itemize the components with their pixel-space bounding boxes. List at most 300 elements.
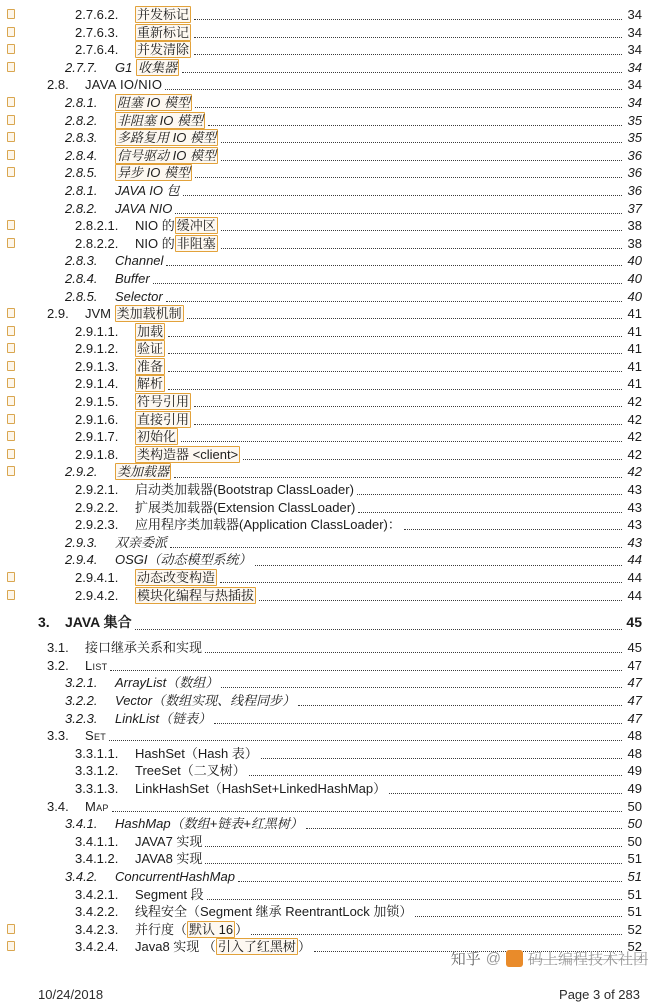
entry-number: 2.8.4. [65,147,98,163]
dot-leader [251,921,622,935]
annotation-marker-icon [7,941,15,951]
highlight-box: 重新标记 [137,24,190,40]
dot-leader [404,516,622,530]
entry-number: 2.8.5. [65,165,98,181]
page-number: 51 [627,904,642,920]
entry-number: 3.3.1.1. [75,745,119,761]
toc-entry[interactable] [38,76,642,94]
entry-number: 2.8. [47,77,69,93]
watermark-avatar-icon [506,950,523,967]
page-number: 50 [627,816,642,832]
highlight-box: 默认 16 [189,921,234,937]
toc-entry[interactable] [38,798,642,816]
entry-text [135,411,191,429]
entry-text [115,815,303,833]
dot-leader [214,710,622,724]
page-number: 48 [627,745,642,761]
entry-text [85,76,162,94]
text-segment: JAVA8 实现 [135,851,203,867]
toc-entry[interactable] [38,112,642,130]
toc-entry[interactable] [38,639,642,657]
text-segment: JAVA IO/NIO [85,77,163,93]
entry-text [115,94,192,112]
entry-number: 2.9.3. [65,534,98,550]
text-segment: ConcurrentHashMap [115,868,235,884]
text-segment: 启动类加载器(Bootstrap ClassLoader) [135,482,354,498]
page-number: 49 [627,763,642,779]
text-segment: Vector（数组实现、线程同步） [115,692,296,708]
dot-leader [358,499,622,513]
entry-text [85,727,106,745]
entry-number: 2.7.6.4. [75,42,119,58]
entry-text [135,938,311,956]
toc-entry[interactable] [38,270,642,288]
page-number: 40 [627,288,642,304]
highlight-box: 验证 [137,341,164,357]
annotation-marker-icon [7,590,15,600]
toc-entry[interactable] [38,147,642,165]
annotation-marker-icon [7,97,15,107]
entry-text [85,657,107,675]
footer-date: 10/24/2018 [38,987,104,1002]
entry-number: 3.2. [47,657,69,673]
page-number: 51 [627,886,642,902]
page-number: 47 [627,675,642,691]
dot-leader [195,164,622,178]
text-segment: ArrayList（数组） [115,675,219,691]
entry-text [135,393,191,411]
watermark-brand-label: 知乎 [450,951,481,968]
highlight-box: 收集器 [137,59,177,75]
toc-entry[interactable] [38,463,642,481]
toc-entry[interactable] [38,762,642,780]
toc-entry[interactable] [38,182,642,200]
dot-leader [205,639,622,653]
entry-text [135,921,248,939]
dot-leader [207,886,622,900]
entry-number: 2.9.1.2. [75,341,119,357]
text-segment: JAVA IO 包 [115,182,180,198]
toc-entry[interactable] [38,692,642,710]
entry-number: 2.8.4. [65,270,98,286]
entry-number: 2.9.4.1. [75,570,119,585]
text-segment: 扩展类加载器(Extension ClassLoader) [135,499,356,515]
toc-entry[interactable] [38,921,642,939]
page-number: 41 [627,323,642,339]
text-segment: JAVA 集合 [65,614,132,631]
page-number: 51 [627,851,642,867]
annotation-marker-icon [7,431,15,441]
entry-text [135,516,401,534]
text-segment: OSGI（动态模型系统） [115,552,252,568]
dot-leader [194,24,622,38]
entry-number: 3. [38,614,50,631]
dot-leader [194,41,622,55]
entry-text [135,569,217,587]
entry-text [135,428,178,446]
entry-text [135,24,191,42]
annotation-marker-icon [7,167,15,177]
toc-entry[interactable] [38,411,642,429]
page-number: 40 [627,270,642,286]
page-number: 43 [627,534,642,550]
entry-text [135,903,412,921]
toc-entry[interactable] [38,340,642,358]
entry-text [115,692,295,710]
annotation-marker-icon [7,378,15,388]
toc-entry[interactable] [38,868,642,886]
text-segment: 应用程序类加载器(Application ClassLoader)： [135,517,401,533]
dot-leader [243,446,622,460]
entry-number: 2.9.4. [65,552,98,568]
entry-text [135,446,240,464]
entry-number: 2.7.6.2. [75,7,119,22]
entry-text [135,745,258,763]
dot-leader [255,551,622,565]
toc-entry[interactable] [38,24,642,42]
highlight-box: 直接引用 [137,411,190,427]
text-segment: Selector [115,288,163,304]
page-number: 41 [627,306,642,322]
entry-number: 3.4.2.2. [75,904,119,920]
dot-leader [195,94,622,108]
entry-text [135,235,218,253]
toc-entry[interactable] [38,612,642,633]
toc-entry[interactable] [38,833,642,851]
toc-entry[interactable] [38,587,642,605]
page-number: 44 [627,587,642,603]
toc-entry[interactable] [38,94,642,112]
annotation-marker-icon [7,396,15,406]
page-number: 42 [627,429,642,445]
page-number: 34 [627,94,642,110]
highlight-box: 阻塞 IO 模型 [117,94,190,110]
toc-entry[interactable] [38,727,642,745]
toc-entry[interactable] [38,551,642,569]
entry-number: 2.9.1.3. [75,358,119,374]
text-segment: 双亲委派 [115,534,168,550]
annotation-marker-icon [7,27,15,37]
toc-entry[interactable] [38,375,642,393]
page-number: 52 [627,939,642,955]
text-segment: Set [85,728,107,744]
entry-number: 2.9.1.1. [75,323,119,339]
page-number: 43 [627,499,642,515]
entry-text [115,270,150,288]
page-number: 45 [626,614,642,631]
toc-entry[interactable] [38,534,642,552]
highlight-box: 非阻塞 IO 模型 [117,112,203,128]
page-number: 35 [627,112,642,128]
toc-entry[interactable] [38,41,642,59]
highlight-box: 多路复用 IO 模型 [117,130,216,146]
entry-number: 2.8.2.1. [75,218,119,234]
text-segment: Buffer [115,270,150,286]
highlight-box: 异步 IO 模型 [117,165,190,181]
dot-leader [194,393,622,407]
text-segment: LinkHashSet（HashSet+LinkedHashMap） [135,780,387,796]
toc-entry[interactable] [38,446,642,464]
page-number: 47 [627,657,642,673]
toc-entry[interactable] [38,886,642,904]
page-number: 41 [627,358,642,374]
toc-entry[interactable] [38,129,642,147]
toc-entry[interactable] [38,6,642,24]
entry-text [115,200,172,218]
entry-text [135,833,202,851]
entry-text [135,762,246,780]
entry-text [135,886,204,904]
dot-leader [153,270,622,284]
entry-text [135,323,165,341]
annotation-marker-icon [7,572,15,582]
dot-leader [170,534,622,548]
text-segment: JVM [85,306,115,322]
entry-number: 2.9.1.8. [75,446,119,462]
toc-entry[interactable] [38,815,642,833]
entry-text [135,41,191,59]
toc-entry[interactable] [38,305,642,323]
text-segment: HashMap（数组+链表+红黑树） [115,816,303,832]
dot-leader [168,340,622,354]
watermark [451,948,648,969]
entry-number: 2.8.3. [65,253,98,269]
entry-text [135,850,202,868]
entry-number: 2.8.3. [65,130,98,146]
page-number: 43 [627,482,642,498]
entry-number: 2.8.2. [65,200,98,216]
annotation-marker-icon [7,361,15,371]
page-number: 36 [627,182,642,198]
entry-number: 3.2.3. [65,710,98,726]
page-number: 44 [627,570,642,585]
entry-number: 2.9.2.2. [75,499,119,515]
dot-leader [249,762,622,776]
text-segment: Java8 实现 （ [135,939,216,955]
watermark-username: 码上编程技术社团 [527,951,648,968]
text-segment: Map [85,798,109,814]
toc-entry[interactable] [38,569,642,587]
dot-leader [298,692,622,706]
entry-number: 3.2.2. [65,692,98,708]
page-number: 48 [627,728,642,744]
toc-entry[interactable] [38,745,642,763]
toc-entry[interactable] [38,217,642,235]
entry-text [115,112,205,130]
entry-text [115,252,163,270]
page-number: 42 [627,394,642,410]
page-number: 41 [627,341,642,357]
entry-text [115,551,252,569]
entry-text [115,534,167,552]
entry-number: 2.9.1.5. [75,394,119,410]
toc-entry[interactable] [38,710,642,728]
dot-leader [168,323,622,337]
toc-list [38,6,642,956]
page-number: 45 [627,640,642,656]
dot-leader [110,657,622,671]
dot-leader [166,252,622,266]
page-number: 44 [627,552,642,568]
text-segment: ） [235,921,249,937]
page-number: 34 [627,59,642,75]
page-number: 42 [627,411,642,427]
page-number: 51 [627,868,642,884]
text-segment: 并行度（ [135,921,188,937]
dot-leader [194,6,622,20]
entry-text [135,375,165,393]
toc-entry[interactable] [38,164,642,182]
toc-entry[interactable] [38,59,642,77]
entry-number: 3.3.1.3. [75,780,119,796]
page-number: 37 [627,200,642,216]
annotation-marker-icon [7,449,15,459]
toc-entry[interactable] [38,499,642,517]
entry-number: 2.8.1. [65,182,98,198]
text-segment: ） [297,939,311,955]
page-number: 35 [627,130,642,146]
toc-entry[interactable] [38,516,642,534]
dot-leader [183,182,622,196]
page-number: 34 [627,24,642,40]
highlight-box: 信号驱动 IO 模型 [117,147,216,163]
entry-text [85,305,184,323]
entry-number: 3.3.1.2. [75,763,119,779]
dot-leader [389,780,622,794]
dot-leader [187,305,622,319]
entry-text [115,182,180,200]
text-segment: 线程安全（Segment 继承 ReentrantLock 加锁） [135,904,413,920]
entry-number: 2.8.1. [65,94,98,110]
text-segment: NIO 的 [135,235,175,251]
page-number: 36 [627,165,642,181]
dot-leader [306,815,622,829]
entry-text [135,481,354,499]
toc-entry[interactable] [38,481,642,499]
entry-number: 2.9.2.3. [75,517,119,533]
dot-leader [181,428,622,442]
dot-leader [174,463,622,477]
text-segment: JAVA NIO [115,200,173,216]
entry-number: 2.8.5. [65,288,98,304]
highlight-box: 模块化编程与热插拔 [137,587,255,603]
entry-text [135,499,355,517]
dot-leader [135,612,622,630]
entry-number: 2.9.1.4. [75,376,119,392]
toc-entry[interactable] [38,393,642,411]
dot-leader [259,587,622,601]
entry-text [115,59,179,77]
entry-number: 2.7.6.3. [75,24,119,40]
toc-entry[interactable] [38,657,642,675]
page-number: 49 [627,780,642,796]
toc-entry[interactable] [38,200,642,218]
text-segment: LinkList（链表） [115,710,212,726]
entry-text [115,288,163,306]
entry-number: 3.4.2. [65,868,98,884]
entry-number: 2.8.2.2. [75,235,119,251]
highlight-box: 类加载机制 [116,306,182,322]
toc-entry[interactable] [38,323,642,341]
toc-entry[interactable] [38,288,642,306]
page-number: 43 [627,517,642,533]
entry-text [115,129,218,147]
dot-leader [415,903,622,917]
highlight-box: 缓冲区 [176,218,216,234]
entry-text [135,358,165,376]
entry-number: 2.7.7. [65,59,98,75]
entry-text [85,639,202,657]
page-number: 42 [627,464,642,480]
dot-leader [205,850,622,864]
toc-entry[interactable] [38,358,642,376]
entry-text [65,612,132,633]
dot-leader [168,358,622,372]
text-segment: List [85,657,108,673]
text-segment: TreeSet（二叉树） [135,763,246,779]
entry-text [115,674,218,692]
text-segment: Segment 段 [135,886,204,902]
dot-leader [168,375,622,389]
entry-number: 3.4.1. [65,816,98,832]
toc-entry[interactable] [38,850,642,868]
annotation-marker-icon [7,44,15,54]
annotation-marker-icon [7,924,15,934]
text-segment: Channel [115,253,164,269]
text-segment: HashSet（Hash 表） [135,745,258,761]
toc-entry[interactable] [38,428,642,446]
dot-leader [221,235,622,249]
toc-entry[interactable] [38,903,642,921]
page-number: 41 [627,376,642,392]
entry-text [115,147,218,165]
entry-number: 3.2.1. [65,675,98,691]
dot-leader [221,674,622,688]
entry-text [135,780,386,798]
page-number: 38 [627,235,642,251]
entry-number: 2.9.2.1. [75,482,119,498]
highlight-box: 符号引用 [137,394,190,410]
dot-leader [194,411,622,425]
entry-number: 3.4.2.3. [75,921,119,937]
highlight-box: 并发清除 [137,42,190,58]
page-number: 42 [627,446,642,462]
dot-leader [109,727,622,741]
highlight-box: 引入了红黑树 [217,939,296,955]
page-number: 34 [627,77,642,93]
annotation-marker-icon [7,150,15,160]
entry-number: 3.4.2.4. [75,939,119,955]
entry-number: 3.4. [47,798,69,814]
annotation-marker-icon [7,343,15,353]
entry-text [135,217,218,235]
annotation-marker-icon [7,220,15,230]
entry-number: 3.4.1.1. [75,833,119,849]
entry-number: 2.9.2. [65,464,98,480]
dot-leader [182,59,622,73]
dot-leader [205,833,622,847]
dot-leader [220,569,622,583]
highlight-box: 加载 [137,323,164,339]
entry-text [135,587,256,605]
toc-entry[interactable] [38,235,642,253]
toc-entry[interactable] [38,674,642,692]
text-segment: 接口继承关系和实现 [85,640,203,656]
entry-text [135,6,191,24]
page-number: 34 [627,42,642,58]
toc-entry[interactable] [38,780,642,798]
toc-entry[interactable] [38,252,642,270]
